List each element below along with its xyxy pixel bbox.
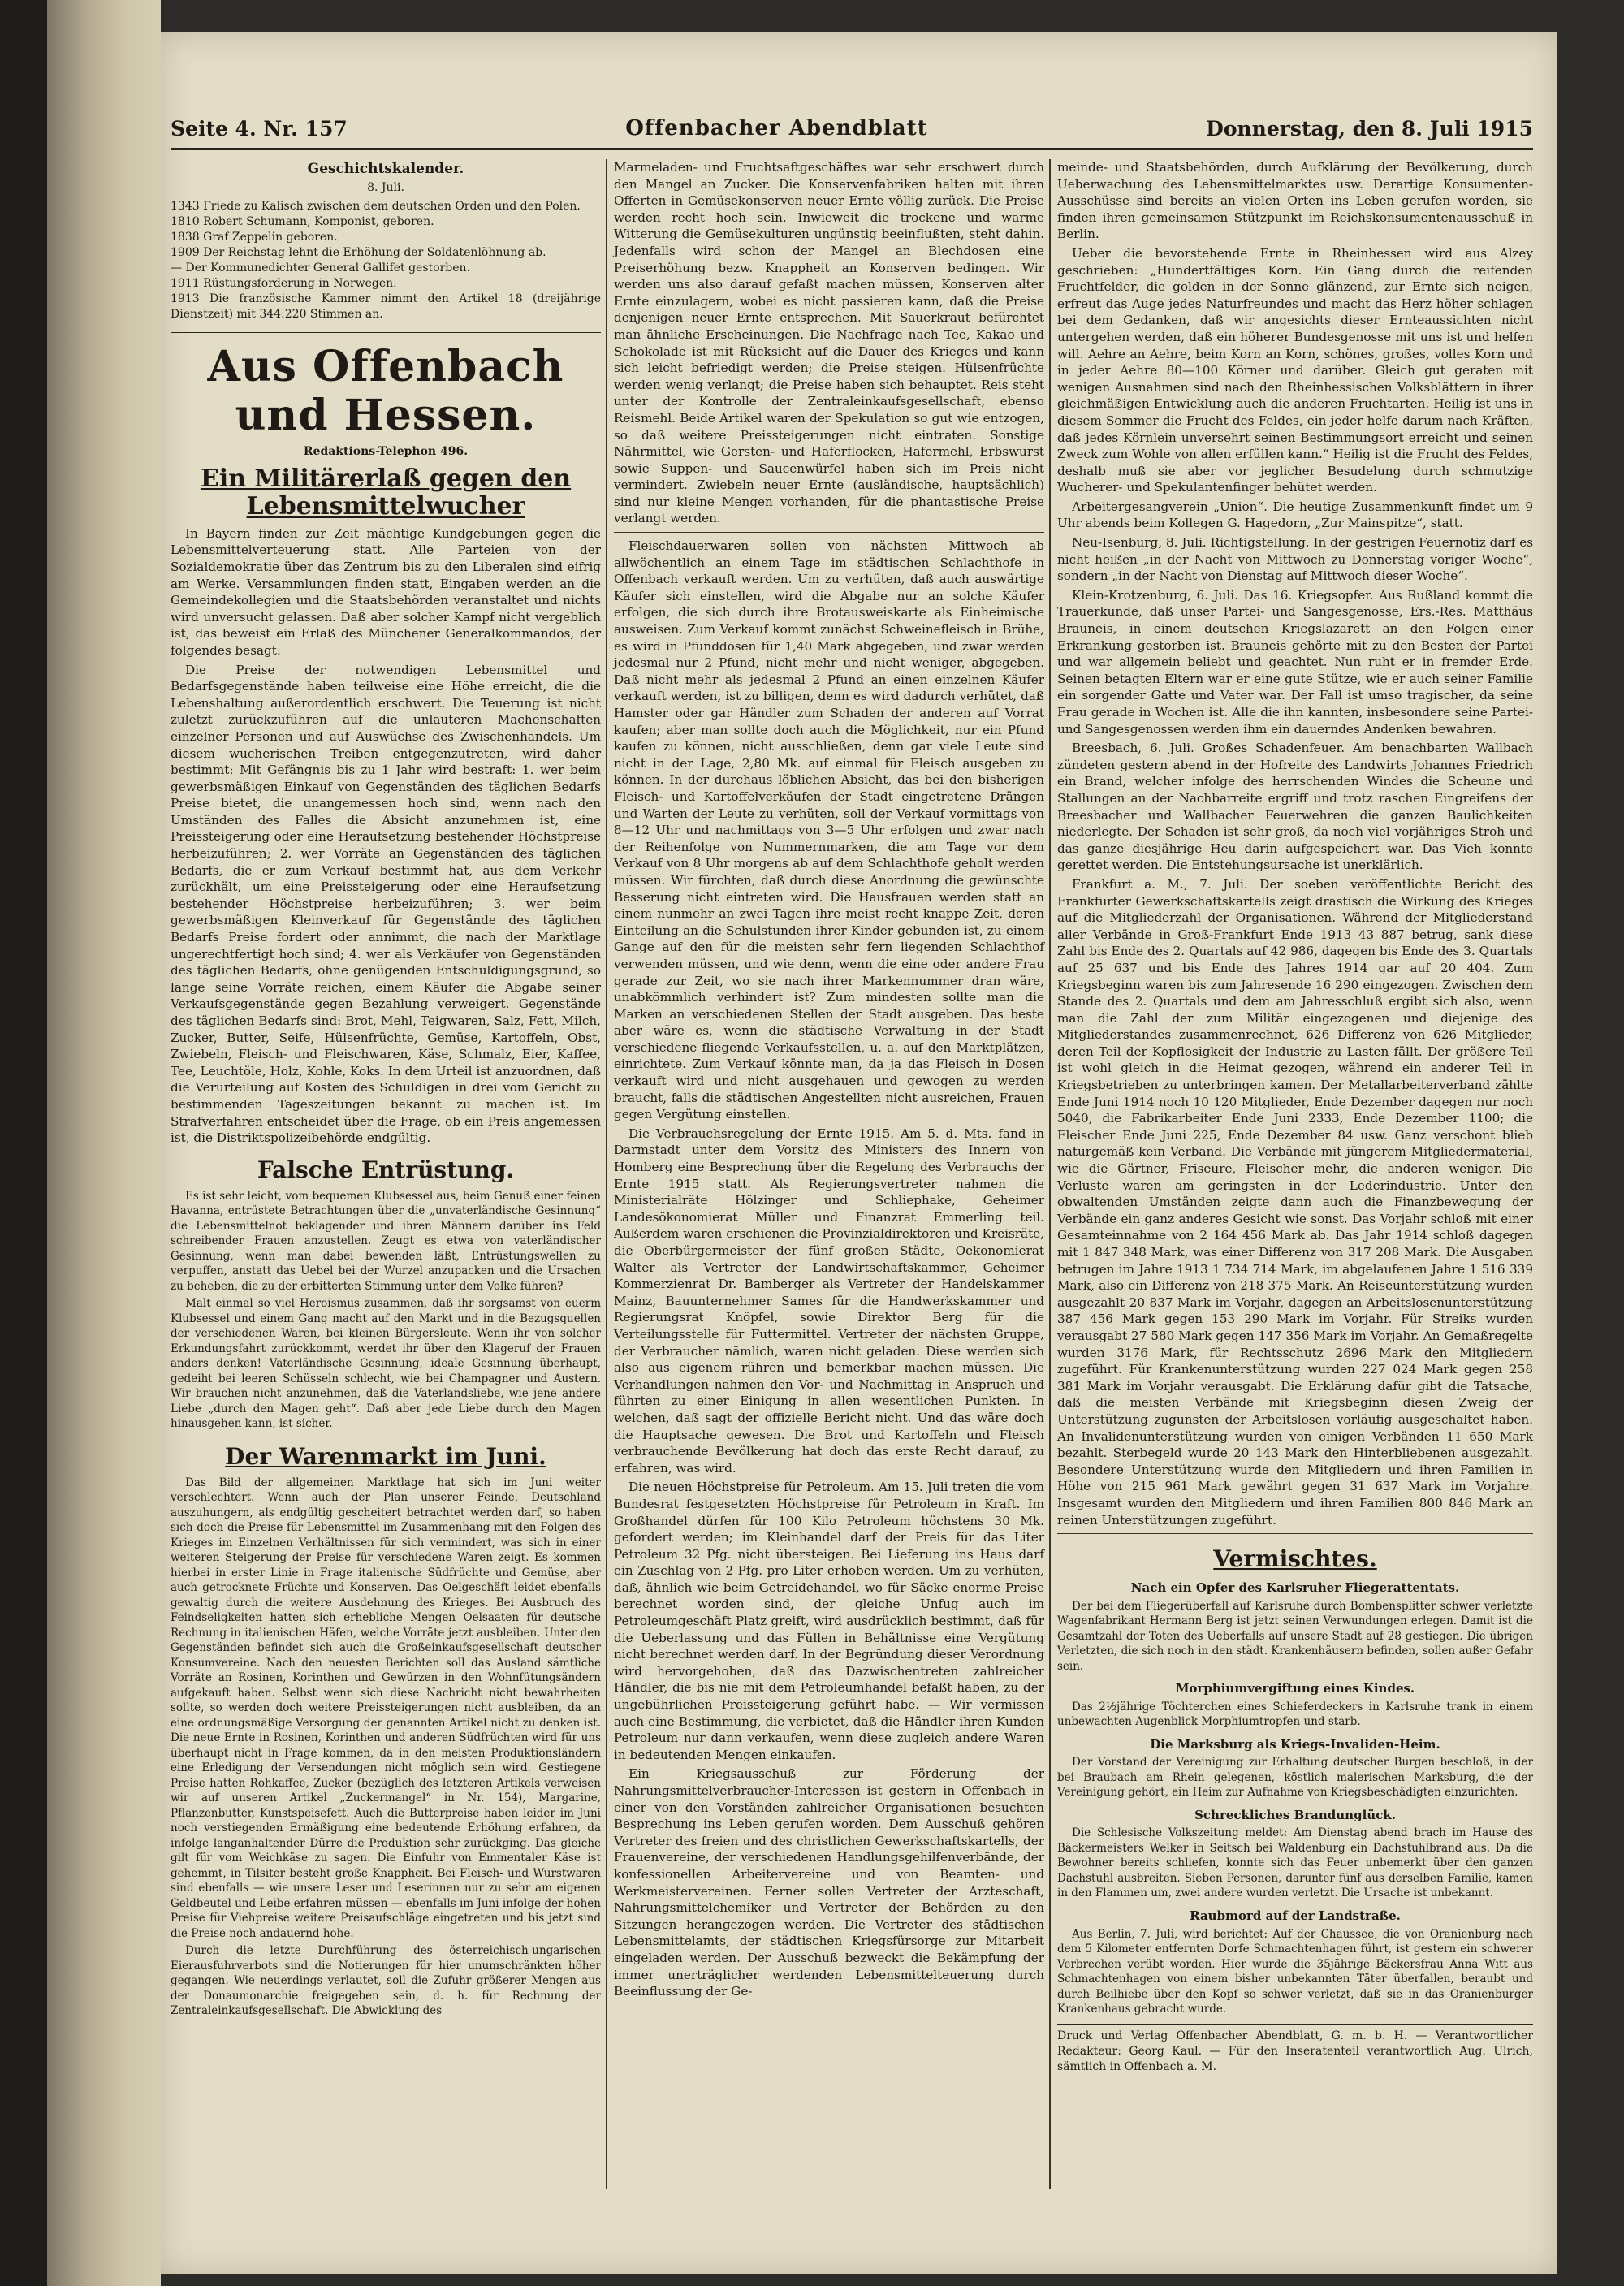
article-paragraph: In Bayern finden zur Zeit mächtige Kundgebungen gegen die Lebensmittelverteuerung statt. Alle Parteien von der Sozialdemokratie über das Zentrum bis zu den Liberalen sind eifrig am Werke. Versammlungen finden statt, Eingaben werden an die Gemeindekollegien und die Staatsbehörden veranstaltet und nichts wird unversucht gelassen. Daß aber solcher Kampf nicht vergeblich ist, das beweist ein Erlaß des Münchener Generalkommandos, der folgendes besagt:: [171, 525, 601, 658]
article-headline: Der Warenmarkt im Juni.: [225, 1442, 546, 1470]
news-item-text: Der Vorstand der Vereinigung zur Erhaltung deutscher Burgen beschloß, in der bei Braubach am Rhein gelegenen, köstlich malerischen Marksburg, die der Vereinigung gehört, ein Heim zur Aufnahme von Kriegsbeschädigten einzurichten.: [1057, 1756, 1533, 1800]
article-paragraph: Breesbach, 6. Juli. Großes Schadenfeuer. Am benachbarten Wallbach zündeten gestern abend in der Hofreite des Landwirts Johannes Friedrich ein Brand, welcher infolge des herrschenden Windes die Scheune und Stallungen an der Nachbarreite ergriff und trotz raschen Eingreifens der Breesbacher und Wallbacher Feuerwehren die ganzen Baulichkeiten niederlegte. Der Schaden ist sehr groß, da noch viel vorjähriges Stroh und das ganze diesjährige Heu darin aufgespeichert war. Das Vieh konnte gerettet werden. Die Entstehungsursache ist unerklärlich.: [1057, 741, 1533, 873]
editorial-telephone: Redaktions-Telephon 496.: [303, 445, 469, 459]
news-item-text: Der bei dem Fliegerüberfall auf Karlsruhe durch Bombensplitter schwer verletzte Wagenfabrikant Hermann Berg ist jetzt seinen Verwundungen erlegen. Damit ist die Gesamtzahl der Toten des Ueberfalls auf unsere Stadt auf 28 gestiegen. Die übrigen Verletzten, die sich noch in den städt. Krankenhäusern befinden, sollen außer Gefahr sein.: [1057, 1599, 1533, 1673]
calendar-entry: 1913 Die französische Kammer nimmt den Artikel 18 (dreijährige Dienstzeit) mit 344:220 Stimmen an.: [171, 292, 601, 322]
article-paragraph: Malt einmal so viel Heroismus zusammen, daß ihr sorgsamst von euerm Klubsessel und einem Gang macht auf den Markt und in die Bezugsquellen der verschiedenen Waren, bei kleinen Bürgersleute. Wenn ihr von solcher Erkundungsfahrt zurückkommt, werdet ihr über den Klageruf der Frauen anders denken! Vaterländische Gesinnung, ideale Gesinnung überhaupt, gedeiht bei leeren Schüsseln schlecht, wie bei Champagner und Austern. Wir brauchen nicht anzunehmen, daß die Vaterlandsliebe, wie jene andere Liebe „durch den Magen geht“. Daß aber jede Liebe durch den Magen hinausgehen kann, ist sicher.: [171, 1297, 601, 1431]
section-rule: [171, 331, 601, 333]
column-divider: [606, 159, 607, 2189]
page-number: Seite 4. Nr. 157: [171, 116, 348, 140]
miscellany-headline: Vermischtes.: [1213, 1545, 1377, 1573]
news-item-text: Aus Berlin, 7. Juli, wird berichtet: Auf der Chaussee, die von Oranienburg nach dem 5 Kilometer entfernten Dorfe Schmachtenhagen führt, ist gestern ein schwerer Verbrechen verübt worden. Hier wurde die 35jährige Bäckersfrau Anna Witt aus Schmachtenhagen von einem bisher unbekannten Täter überfallen, beraubt und durch Beilhiebe über den Kopf so schwer verletzt, daß sie in das Oranienburger Krankenhaus gebracht wurde.: [1057, 1927, 1533, 2016]
calendar-entry: 1810 Robert Schumann, Komponist, geboren.: [171, 215, 434, 229]
imprint: Druck und Verlag Offenbacher Abendblatt, G. m. b. H. — Verantwortlicher Redakteur: Georg Kaul. — Für den Inseratenteil verantwortlich Aug. Ulrich, sämtlich in Offenbach a. M.: [1057, 2024, 1533, 2075]
column-divider: [1049, 159, 1051, 2189]
article-paragraph: Die Verbrauchsregelung der Ernte 1915. Am 5. d. Mts. fand in Darmstadt unter dem Vorsitz des Ministers des Innern von Homberg eine Besprechung über die Regelung des Verbrauchs der Ernte 1915 statt. Als Regierungsvertreter nahmen die Ministerialräte Hölzinger und Schliephake, Geheimer Landesökonomierat Müller und Finanzrat Emmerling teil. Außerdem waren erschienen die Provinzialdirektoren und Kreisräte, die Oberbürgermeister der fünf großen Städte, Oekonomierat Walter als Vertreter der Landwirtschaftskammer, Geheimer Kommerzienrat Dr. Bamberger als Vertreter der Handelskammer Mainz, Bauunternehmer Sames für die Handwerkskammer und Regierungsrat Knöpfel, sowie Direktor Berg für die Verteilungsstelle für Futtermittel. Vertreter der nächsten Gruppe, der Verbraucher nämlich, waren nicht geladen. Diese werden sich also aus eigenem rühren und bemerkbar machen müssen. Die Verhandlungen nahmen den Vor- und Nachmittag in Anspruch und führten zu einer Einigung in allen wesentlichen Punkten. In welchen, daß sagt der offizielle Bericht nicht. Und das wäre doch die Hauptsache gewesen. Die Brot und Kartoffeln und Fleisch verbrauchende Bevölkerung hat doch das erste Recht darauf, zu erfahren, was wird.: [614, 1126, 1044, 1476]
article-paragraph: Fleischdauerwaren sollen von nächsten Mittwoch ab allwöchentlich an einem Tage im städtischen Schlachthofe in Offenbach verkauft werden. Um zu verhüten, daß auch auswärtige Käufer sich einstellen, wird die Abgabe nur an solche Käufer erfolgen, die sich durch ihre Brotausweiskarte als Einheimische ausweisen. Zum Verkauf kommt zunächst Schweinefleisch in Brühe, es wird in Pfunddosen für 1,40 Mark abgegeben, und zwar werden jedesmal nur 2 Pfund, nicht mehr und nicht weniger, abgegeben. Daß nicht mehr als jedesmal 2 Pfund an einen einzelnen Käufer verkauft werden, ist zu billigen, denn es wird dadurch verhütet, daß Hamster oder gar Händler zum Schaden der anderen auf Vorrat kaufen; aber man sollte doch auch die Möglichkeit, nur ein Pfund kaufen zu können, nicht ausschließen, denn gar viele Leute sind nicht in der Lage, 2,80 Mk. auf einmal für Fleisch ausgeben zu können. In der durchaus löblichen Absicht, das bei den bisherigen Fleisch- und Kartoffelverkäufen der Stadt eingetretene Drängen und Warten der Leute zu verhüten, soll der Verkauf vormittags von 8—12 Uhr und nachmittags von 3—5 Uhr erfolgen und zwar nach der Reihenfolge von Nummernmarken, die am Tage vor dem Verkauf von 8 Uhr morgens ab auf dem Schlachthofe geholt werden müssen. Wir fürchten, daß durch diese Anordnung die gewünschte Besserung nicht eintreten wird. Die Hausfrauen werden statt an einem nunmehr an zwei Tagen ihre meist recht knappe Zeit, deren Einteilung an die Schulstunden ihrer Kinder gebunden ist, zu einem Gange auf den für die meisten sehr fern liegenden Schlachthof verwenden müssen, und wie denn, wenn die eine oder andere Frau gerade zur Zeit, wo sie nach ihrer Markennummer dran wäre, unabkömmlich verhindert ist? Zum mindesten sollte man die Marken an verschiedenen Stellen der Stadt ausgeben. Das beste aber wäre es, wenn die städtische Verwaltung in der Stadt verschiedene fliegende Verkaufsstellen, u. a. auf den Marktplätzen, einrichtete. Zum Verkauf könnte man, da ja das Fleisch in Dosen verkauft wird und nicht ausgehauen und gewogen zu werden braucht, falls die städtischen Angestellten nicht ausreichen, Frauen gegen Vergütung einstellen.: [614, 538, 1044, 1122]
page-header: [171, 110, 1533, 146]
scan-background: [0, 0, 47, 2286]
article-paragraph: Marmeladen- und Fruchtsaftgeschäftes war sehr erschwert durch den Mangel an Zucker. Die Konservenfabriken halten mit ihren Offerten in Gemüsekonserven neuer Ernte völlig zurück. Die Preise werden recht hoch sein. Inwieweit die trockene und warme Witterung die Gemüsekulturen ungünstig beeinflußten, steht dahin. Jedenfalls wird schon der Mangel an Blechdosen eine Preiserhöhung bezw. Knappheit an Konserven bedingen. Wir werden uns also darauf gefaßt machen müssen, Konserven alter Ernte einzulagern, wobei es nicht passieren kann, daß die Preise denjenigen neuer Ernte entsprechen. Mit Sauerkraut befürchtet man ähnliche Erscheinungen. Die Nachfrage nach Tee, Kakao und Schokolade ist mit Rücksicht auf die Dauer des Krieges und kann sich leicht befriedigt werden; die Preise steigen. Hülsenfrüchte werden wenig verlangt; die Preise haben sich behauptet. Reis steht unter der Kontrolle der Zentraleinkaufsgesellschaft, ebenso Reismehl. Beide Artikel waren der Spekulation so gut wie entzogen, so daß weitere Preissteigerungen nicht eintraten. Sonstige Nährmittel, wie Gersten- und Haferflocken, Hafermehl, Erbswurst sowie Suppen- und Saucenwürfel haben sich im Preis nicht vermindert. Zwiebeln neuer Ernte (ausländische, hauptsächlich) sind nur kleine Mengen vorhanden, für die phantastische Preise verlangt werden.: [614, 160, 1044, 526]
article-paragraph: Ein Kriegsausschuß zur Förderung der Nahrungsmittelverbraucher-Interessen ist gestern in Offenbach in einer von den Vorständen zahlreicher Organisationen besuchten Besprechung ins Leben gerufen worden. Dem Ausschuß gehören Vertreter des freien und des christlichen Gewerkschaftskartells, der Frauenvereine, der verschiedenen Handlungsgehilfenverbände, der konfessionellen Arbeitervereine und von Beamten- und Werkmeistervereinen. Ferner sollen Vertreter der Arzteschaft, Nahrungsmittelchemiker und Vertreter der Behörden zu den Sitzungen herangezogen werden. Die Vertreter des städtischen Lebensmittelamts, der städtischen Kriegsfürsorge zur Mitarbeit eingeladen werden. Der Ausschuß bezweckt die Bekämpfung der immer unerträglicher werdenden Lebensmittelteuerung durch Beeinflussung der Ge-: [614, 1766, 1044, 1999]
article-paragraph: Das Bild der allgemeinen Marktlage hat sich im Juni weiter verschlechtert. Wenn auch der Plan unserer Feinde, Deutschland auszuhungern, als endgültig gescheitert betrachtet werden darf, so haben sich doch die Preise für Lebensmittel im Zusammenhang mit den Folgen des Krieges im Einzelnen Verhältnissen für sich vermindert, was sich in einer weiteren Steigerung der Preise für verschiedene Waren zeigt. Es kommen hierbei in erster Linie in Frage italienische Südfrüchte und Gemüse, aber auch getrocknete Früchte und Konserven. Das Oelgeschäft leidet ebenfalls gewaltig durch die weitere Ausdehnung des Krieges. Bei Ausbruch des Feindseligkeiten hatten sich erhebliche Mengen Oelsaaten für deutsche Rechnung in italienischen Häfen, welche Vorräte jetzt ausbleiben. Unter den Gegenständen befindet sich auch die Großeinkaufsgesellschaft deutscher Konsumvereine. Nach den neuesten Berichten soll das Ausland sämtliche Vorräte an Rosinen, Korinthen und Gewürzen in den Wohnfütungsändern aufgekauft haben. Selbst wenn sich diese Nachricht nicht bewahrheiten sollte, so werden doch weitere Preissteigerungen nicht ausbleiben, da an eine ordnungsmäßige Versorgung der genannten Artikel nicht zu denken ist. Die neue Ernte in Rosinen, Korinthen und anderen Südfrüchten wird für uns überhaupt nicht in Frage kommen, da in den meisten Produktionsländern eine Erledigung der Versendungen nicht möglich sein wird. Gestiegene Preise hatten Rohkaffee, Zucker (bezüglich des letzteren Artikels verweisen wir auf unseren Artikel „Zuckermangel“ in Nr. 154), Margarine, Pflanzenbutter, Kunstspeisefett. Auch die Butterpreise haben leider im Juni noch verstiegenden Ermäßigung eine bedeutende Erhöhung erfahren, da infolge langanhaltender Dürre die Produktion sehr zurückging. Das gleiche gilt für vom Weichkäse zu sagen. Die Einfuhr von Emmentaler Käse ist gehemmt, in Tilsiter besteht große Knappheit. Bei Fleisch- und Wurstwaren sind ebenfalls — wie unsere Leser und Leserinnen nur zu sehr am eigenen Geldbeutel und Leibe erfahren müssen — ebenfalls im Juni infolge der hohen Preise für Viehpreise weitere Preisaufschläge eingetreten und bis jetzt sind die Preise noch andauernd hohe.: [171, 1476, 601, 1940]
book-binding-edge: [47, 0, 161, 2286]
article-paragraph: Arbeitergesangverein „Union“. Die heutige Zusammenkunft findet um 9 Uhr abends beim Kollegen G. Hagedorn, „Zur Mainspitze“, statt.: [1057, 499, 1533, 531]
column-2: [614, 159, 1044, 2141]
news-item-title: Nach ein Opfer des Karlsruher Fliegerattentats.: [1130, 1580, 1460, 1596]
section-title: Aus Offenbach und Hessen.: [207, 342, 564, 441]
article-paragraph: Die Preise der notwendigen Lebensmittel und Bedarfsgegenstände haben teilweise eine Höhe erreicht, die die Lebenshaltung außerordentlich erschwert. Die Teuerung ist nicht zuletzt zurückzuführen auf die unlauteren Machenschaften einzelner Personen und auf Auswüchse des Zwischenhandels. Um diesem wucherischen Treiben entgegenzutreten, wird daher bestimmt: Mit Gefängnis bis zu 1 Jahr wird bestraft: 1. wer beim gewerbsmäßigen Einkauf von Gegenständen des täglichen Bedarfs Preise bietet, die unangemessen hoch sind, wenn nach den Umständen des Falles die Absicht anzunehmen ist, eine Preissteigerung oder eine Heraufsetzung bestehender Höchstpreise herbeizuführen; 2. wer Vorräte an Gegenständen des täglichen Bedarfs, die er zum Verkauf bestimmt hat, aus dem Verkehr zurückhält, um eine Preissteigerung oder eine Heraufsetzung bestehender Höchstpreise herbeizuführen; 3. wer beim gewerbsmäßigen Kleinverkauf für Gegenstände des täglichen Bedarfs Preise fordert oder annimmt, die nach der Marktlage ungerechtfertigt hoch sind; 4. wer als Verkäufer von Gegenständen des täglichen Bedarfs, ohne genügenden Entschuldigungsgrund, so lange seine Vorräte reichen, einem Käufer die Abgabe seiner Verkaufsgegenstände gegen Bezahlung verweigert. Gegenstände des täglichen Bedarfs sind: Brot, Mehl, Teigwaren, Salz, Fett, Milch, Zucker, Butter, Seife, Hülsenfrüchte, Gemüse, Kartoffeln, Obst, Zwiebeln, Fleisch- und Fleischwaren, Käse, Schmalz, Eier, Kaffee, Tee, Leuchtöle, Holz, Kohle, Koks. In dem Urteil ist anzuordnen, daß die Verurteilung auf Kosten des Schuldigen in drei vom Gericht zu bestimmenden Tageszeitungen bekannt zu machen ist. Im Strafverfahren entscheidet über die Frage, ob ein Preis angemessen ist, die Distriktspolizeibehörde endgültig.: [171, 662, 601, 1146]
calendar-date: 8. Juli.: [367, 180, 404, 194]
calendar-entry: 1909 Der Reichstag lehnt die Erhöhung der Soldatenlöhnung ab.: [171, 246, 546, 260]
newspaper-page: [161, 32, 1557, 2274]
article-divider: [1057, 1533, 1533, 1534]
article-headline: Falsche Entrüstung.: [257, 1156, 515, 1183]
calendar-entry: 1343 Friede zu Kalisch zwischen dem deutschen Orden und den Polen.: [171, 200, 581, 214]
article-headline: Ein Militärerlaß gegen den Lebensmittelwucher: [200, 464, 572, 521]
column-3: [1057, 159, 1533, 2073]
article-paragraph: Es ist sehr leicht, vom bequemen Klubsessel aus, beim Genuß einer feinen Havanna, entrüstete Betrachtungen über die „unvaterländische Gesinnung“ die Lebensmittelnot beklagender und ihren Männern darüber ins Feld schreibender Frauen anzustellen. Zeugt es etwa von vaterländischer Gesinnung, wenn man dabei bewenden läßt, Entrüstungswellen zu verpuffen, anstatt das Uebel bei der Wurzel anzupacken und die Ursachen zu beheben, die zu der erbitterten Stimmung unter dem Volke führen?: [171, 1189, 601, 1293]
newspaper-title: Offenbacher Abendblatt: [625, 116, 928, 140]
header-rule: [171, 148, 1533, 150]
news-item-title: Schreckliches Brandunglück.: [1194, 1807, 1396, 1822]
article-paragraph: Klein-Krotzenburg, 6. Juli. Das 16. Kriegsopfer. Aus Rußland kommt die Trauerkunde, daß unser Partei- und Sangesgenosse, Ers.-Res. Matthäus Brauneis, in einem deutschen Kriegslazarett an den Folgen einer Erkrankung gestorben ist. Brauneis gehörte mit zu den Besten der Partei und war allgemein beliebt und geachtet. Nun ruht er in fremder Erde. Seinen betagten Eltern war er eine gute Stütze, wie er auch seiner Familie ein sorgender Gatte und Vater war. Der Fall ist umso tragischer, da seine Frau gerade in Wochen ist. Alle die ihn kannten, insbesondere seine Partei- und Sangesgenossen werden ihm ein dauerndes Andenken bewahren.: [1057, 587, 1533, 737]
news-item-text: Das 2½jährige Töchterchen eines Schieferdeckers in Karlsruhe trank in einem unbewachten Augenblick Morphiumtropfen und starb.: [1057, 1700, 1533, 1729]
column-1: [171, 159, 601, 2141]
news-item-text: Die Schlesische Volkszeitung meldet: Am Dienstag abend brach im Hause des Bäckermeisters Welker in Seitsch bei Waldenburg ein Dachstuhlbrand aus. Da die Bewohner bereits schliefen, konnte sich das Feuer unbemerkt über den ganzen Dachstuhl ausbreiten. Sieben Personen, darunter fünf aus derselben Familie, kamen in den Flammen um, zwei andere wurden verletzt. Die Ursache ist unbekannt.: [1057, 1826, 1533, 1900]
article-paragraph: meinde- und Staatsbehörden, durch Aufklärung der Bevölkerung, durch Ueberwachung des Lebensmittelmarktes usw. Derartige Konsumenten-Ausschüsse sind bereits an vielen Orten ins Leben gerufen worden, sie finden ihren gemeinsamen Stützpunkt im Reichskonsumentenausschuß in Berlin.: [1057, 160, 1533, 242]
article-paragraph: Frankfurt a. M., 7. Juli. Der soeben veröffentlichte Bericht des Frankfurter Gewerkschaftskartells zeigt drastisch die Wirkung des Krieges auf die Mitgliederzahl der Organisationen. Während der Mitgliederstand aller Verbände in Groß-Frankfurt Ende 1913 43 887 betrug, sank diese Zahl bis Ende des 2. Quartals auf 42 986, dagegen bis Ende des 3. Quartals auf 25 637 und bis Ende des Jahres 1914 gar auf 20 404. Zum Kriegsbeginn waren bis zum Jahresende 16 290 eingezogen. Zwischen dem Stande des 2. Quartals und dem am Jahresschluß ergibt sich also, wenn man die Zahl der zum Militär eingezogenen und diejenige des Mitgliederstandes zusammenrechnet, 626 Differenz von 626 Mitglieder, deren Teil der Kopflosigkeit der Industrie zu Lasten fällt. Der größere Teil ist wohl gleich in die Heimat gezogen, während ein anderer Teil in Kriegsbetrieben zu unterbringen kamen. Der Metallarbeiterverband zählte Ende Juni 1914 noch 10 120 Mitglieder, Ende Dezember dagegen nur noch 5040, die Fabrikarbeiter Ende Juni 2333, Ende Dezember 1100; die Fleischer Ende Juni 225, Ende Dezember 84 usw. Ganz verschont blieb naturgemäß kein Verband. Die Verbände mit jüngerem Mitgliedermaterial, wie die Gärtner, Friseure, Fleischer mehr, die anderen weniger. Die Verluste waren am geringsten in der Lederindustrie. Unter den obwaltenden Umständen zeigte dann auch die Finanzbewegung der Verbände ein ganz anderes Gesicht wie sonst. Das Vorjahr schloß mit einer Gesamteinnahme von 2 164 456 Mark ab. Das Jahr 1914 schloß dagegen mit 1 847 348 Mark, was einer Differenz von 317 208 Mark. Die Ausgaben betrugen im Jahre 1913 1 734 714 Mark, im abgelaufenen Jahre 1 516 339 Mark, also ein Differenz von 218 375 Mark. An Reiseunterstützung wurden ausgezahlt 20 837 Mark im Vorjahr, dagegen an Arbeitslosenunterstützung 387 456 Mark gegen 153 290 Mark im Vorjahr. Für Streiks wurden verausgabt 27 580 Mark gegen 147 356 Mark im Vorjahr. An Gemaßregelte wurden 3176 Mark, für Rechtsschutz 2696 Mark den Mitgliedern zugeführt. Für Krankenunterstützung wurden 227 024 Mark gegen 258 381 Mark im Vorjahr verausgabt. Die Erklärung dafür gibt die Tatsache, daß die meisten Verbände mit Kriegsbeginn diesen Zweig der Unterstützung zugunsten der Arbeitslosen vorläufig ausgeschaltet haben. An Invalidenunterstützung wurden von einigen Verbänden 11 650 Mark bezahlt. Sterbegeld wurde 20 143 Mark den Hinterbliebenen ausgezahlt. Besondere Unterstützung wurde den Mitgliedern und ihren Familien in Höhe von 215 961 Mark gewährt gegen 31 637 Mark im Vorjahre. Insgesamt wurden den Mitgliedern und ihren Familien 800 846 Mark an reinen Unterstützungen zugeführt.: [1057, 876, 1533, 1528]
calendar-entry: 1911 Rüstungsforderung in Norwegen.: [171, 277, 397, 291]
news-item-title: Die Marksburg als Kriegs-Invaliden-Heim.: [1150, 1736, 1440, 1752]
article-paragraph: Ueber die bevorstehende Ernte in Rheinhessen wird aus Alzey geschrieben: „Hundertfältiges Korn. Ein Gang durch die reifenden Fruchtfelder, die golden in der Sonne glänzend, zur Ernte sich neigen, erfreut das Auge jedes Naturfreundes und macht das Herz höher schlagen bei dem Gedanken, daß wir angesichts dieser Ernteaussichten nicht untergehen werden, daß ein höherer Bundesgenosse mit uns ist und helfen will. Aehre an Aehre, beim Korn an Korn, schönes, großes, volles Korn und in jeder Aehre 80—100 Körner und darüber. Gleich gut geraten mit wenigen Ausnahmen sind nach den Rheinhessischen Volksblättern in ihrer gleichmäßigen Entwicklung auch die anderen Fruchtarten. Heilig ist uns in diesem Sommer die Frucht des Feldes, ein jeder helfe darum nach Kräften, daß jedes Körnlein unversehrt seinen Bestimmungsort erreicht und seinen Zweck zum Wohle von allen erfüllen kann.“ Heilig ist die Frucht des Feldes, deshalb muß sie aber vor jeglicher Besudelung durch schmutzige Wucherer- und Spekulantenfinger behütet werden.: [1057, 245, 1533, 495]
news-item-title: Morphiumvergiftung eines Kindes.: [1175, 1681, 1415, 1696]
issue-date: Donnerstag, den 8. Juli 1915: [1206, 116, 1533, 140]
article-paragraph: Durch die letzte Durchführung des österreichisch-ungarischen Eierausfuhrverbots sind die Notierungen für hier unumschränkten höher gegangen. Wie neuerdings verlautet, soll die Zufuhr größerer Mengen aus der Donaumonarchie freigegeben sein, d. h. für Rechnung der Zentraleinkaufsgesellschaft. Die Abwicklung des: [171, 1944, 601, 2018]
article-paragraph: Neu-Isenburg, 8. Juli. Richtigstellung. In der gestrigen Feuernotiz darf es nicht heißen „in der Nacht von Mittwoch zu Donnerstag voriger Woche“, sondern „in der Nacht von Dienstag auf Mittwoch dieser Woche“.: [1057, 535, 1533, 584]
news-item-title: Raubmord auf der Landstraße.: [1190, 1908, 1401, 1923]
calendar-title: Geschichtskalender.: [307, 161, 464, 177]
article-paragraph: Die neuen Höchstpreise für Petroleum. Am 15. Juli treten die vom Bundesrat festgesetzten Höchstpreise für Petroleum in Kraft. Im Großhandel dürfen für 100 Kilo Petroleum höchstens 30 Mk. gefordert werden; im Kleinhandel darf der Preis für das Liter Petroleum 32 Pfg. nicht übersteigen. Bei Lieferung ins Haus darf ein Zuschlag von 2 Pfg. pro Liter erhoben werden. Um zu verhüten, daß, ähnlich wie beim Getreidehandel, wo für Säcke enorme Preise berechnet worden sind, der gleiche Unfug auch im Petroleumgeschäft Platz greift, wird ausdrücklich bestimmt, daß für die Ueberlassung und das Füllen in Behältnisse eine Vergütung nicht berechnet werden darf. In der Begründung dieser Verordnung wird hervorgehoben, daß das Dazwischentreten zahlreicher Händler, die bis nie mit dem Petroleumhandel befaßt haben, zu der ungebührlichen Preissteigerung geführt habe. — Wir vermissen auch eine Bestimmung, die verbietet, daß die Händler ihren Kunden Petroleum nur dann verkaufen, wenn diese zugleich andere Waren in bedeutenden Mengen einkaufen.: [614, 1480, 1044, 1762]
calendar-entry: — Der Kommunedichter General Gallifet gestorben.: [171, 261, 470, 275]
calendar-entry: 1838 Graf Zeppelin geboren.: [171, 231, 338, 244]
history-calendar: [171, 161, 601, 322]
article-divider: [614, 532, 1044, 533]
